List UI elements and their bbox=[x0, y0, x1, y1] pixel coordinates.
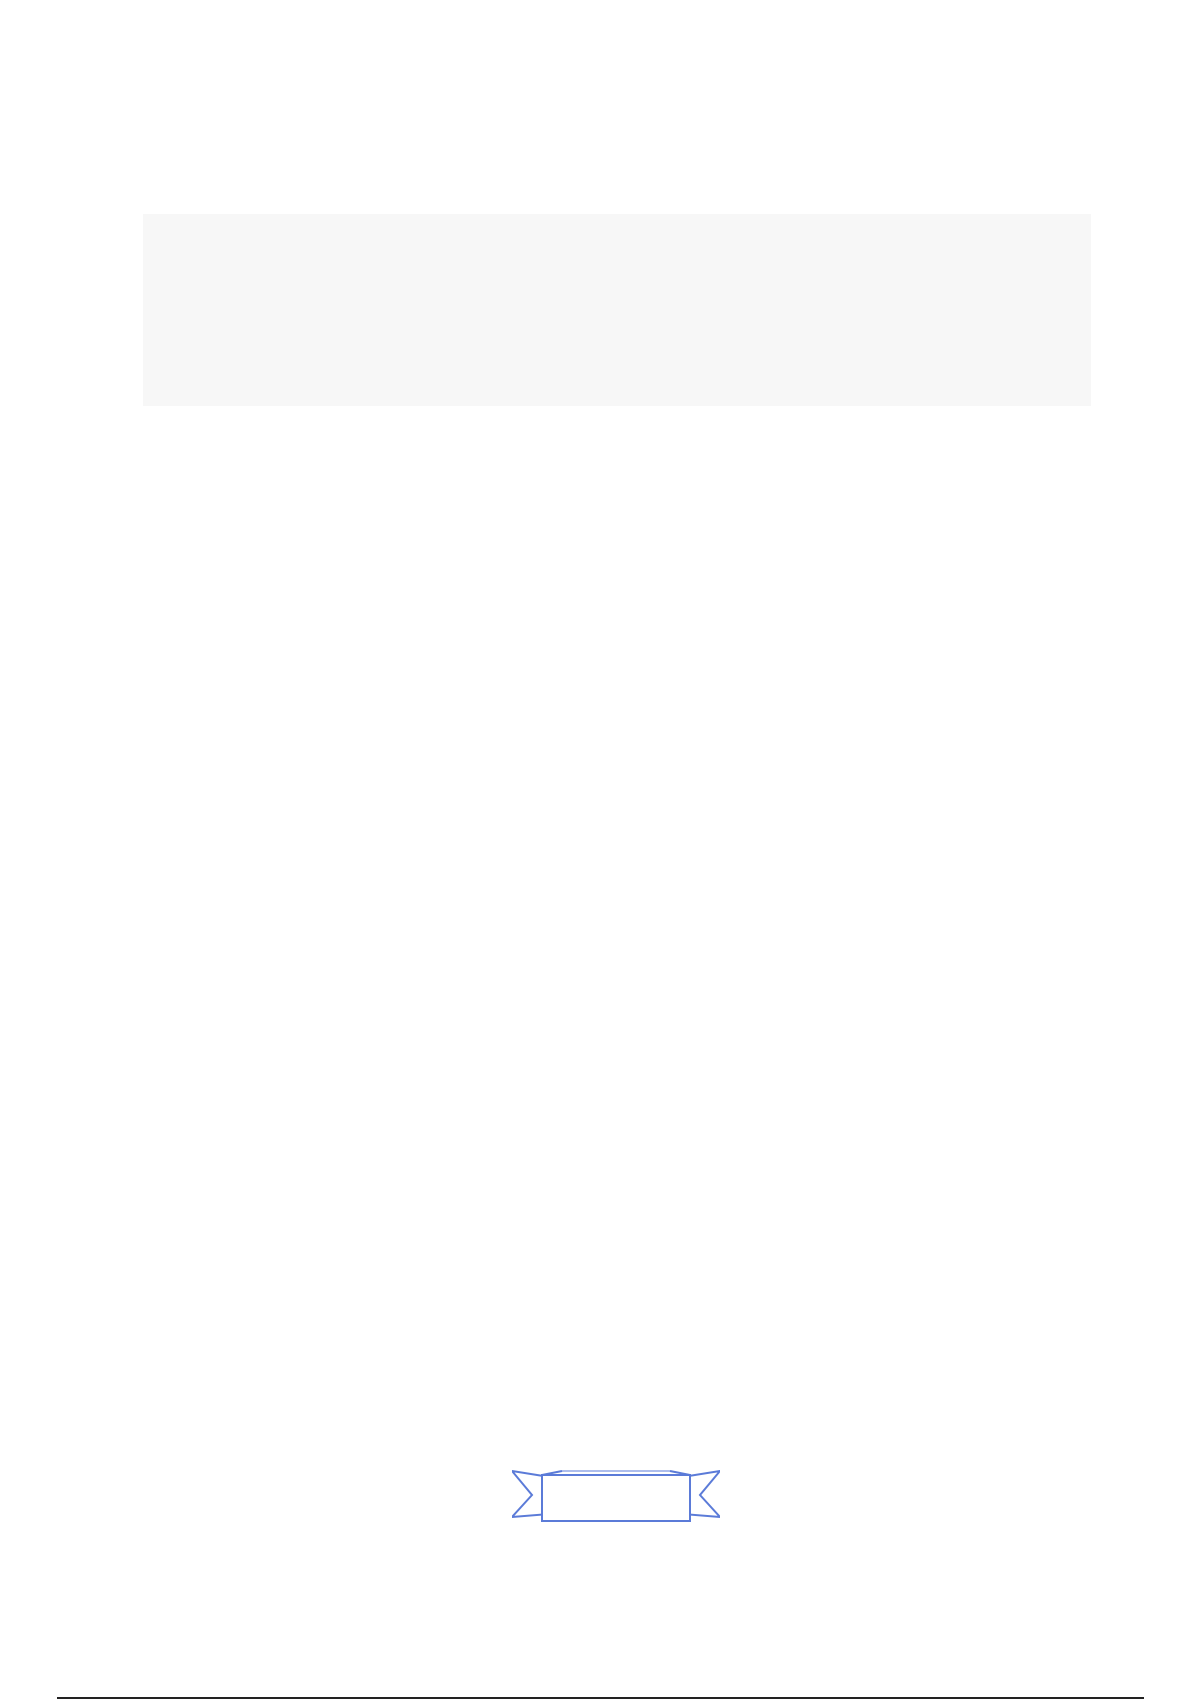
title-banner bbox=[143, 214, 1091, 406]
footer-page-number bbox=[512, 1463, 720, 1525]
bottom-divider bbox=[57, 1697, 1144, 1699]
page-number-ribbon bbox=[512, 1463, 720, 1525]
